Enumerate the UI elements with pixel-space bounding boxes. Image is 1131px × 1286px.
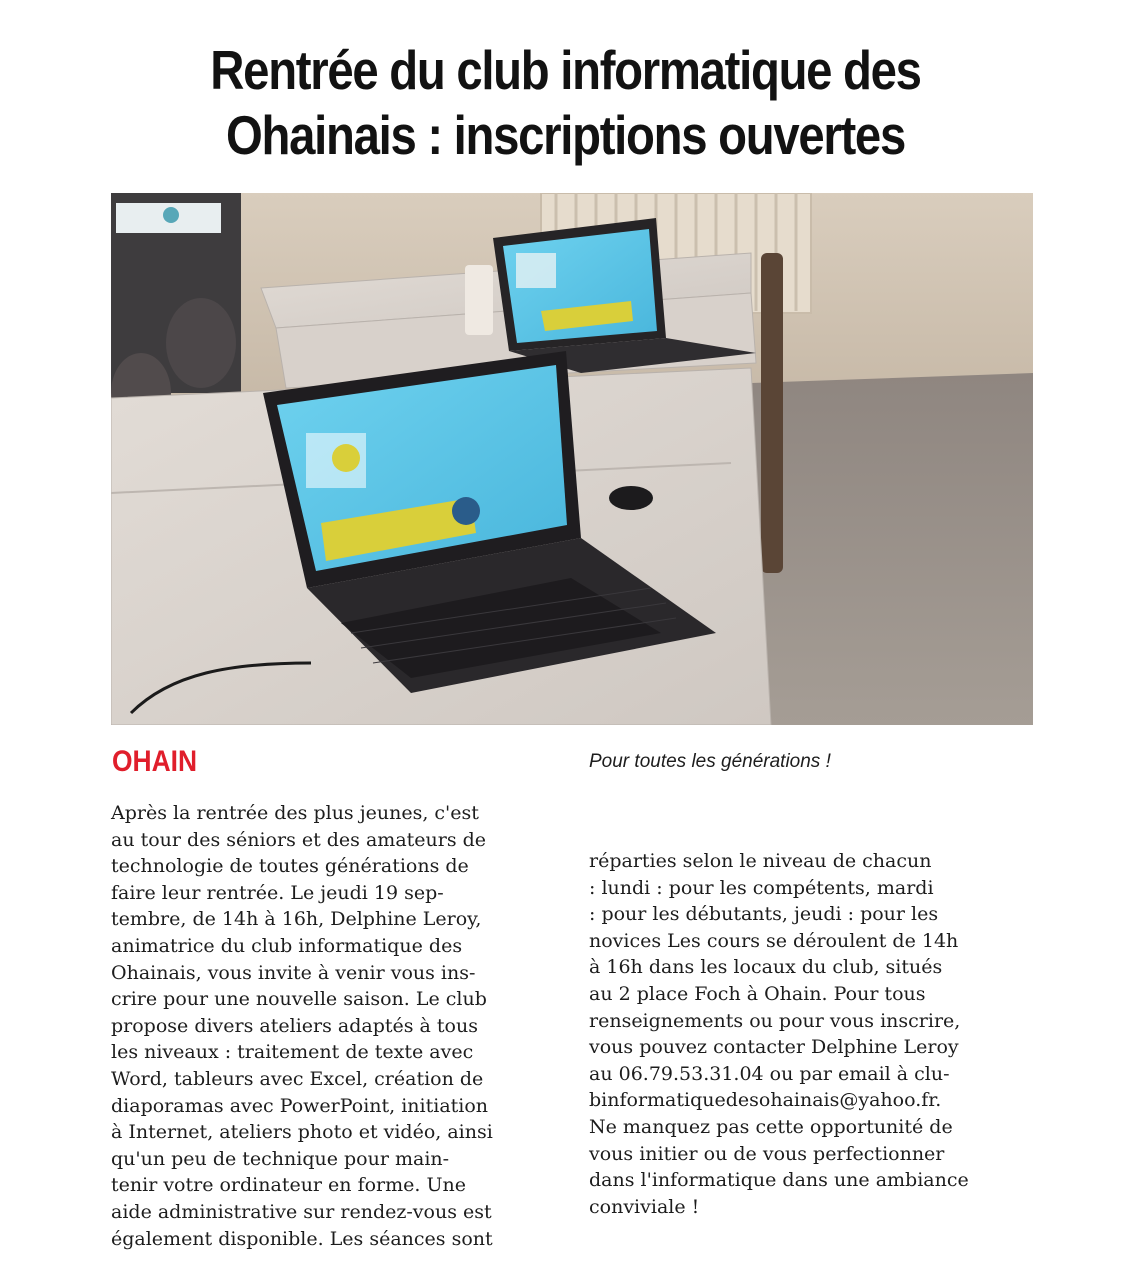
body-line: Après la rentrée des plus jeunes, c'est bbox=[111, 802, 479, 824]
photo-laptops-classroom bbox=[111, 193, 1033, 725]
headline bbox=[131, 38, 1000, 168]
body-line: au tour des séniors et des amateurs de bbox=[111, 828, 487, 851]
body-line: tenir votre ordinateur en forme. Une bbox=[111, 1174, 466, 1197]
body-line: renseignements ou pour vous inscrire, bbox=[589, 1009, 961, 1032]
body-line-email: binformatiquedesohainais@yahoo.fr. bbox=[589, 1089, 942, 1112]
body-line: crire pour une nouvelle saison. Le club bbox=[111, 988, 487, 1011]
body-line: : pour les débutants, jeudi : pour les bbox=[589, 903, 939, 926]
body-line: aide administrative sur rendez-vous est bbox=[111, 1200, 492, 1223]
body-line: propose divers ateliers adaptés à tous bbox=[111, 1014, 478, 1037]
body-line: Word, tableurs avec Excel, création de bbox=[111, 1067, 484, 1090]
body-line: Ne manquez pas cette opportunité de bbox=[589, 1115, 953, 1138]
location-label: OHAIN bbox=[112, 745, 198, 778]
body-line: diaporamas avec PowerPoint, initiation bbox=[111, 1094, 489, 1117]
body-line: dans l'informatique dans une ambiance bbox=[589, 1169, 969, 1192]
body-line: à Internet, ateliers photo et vidéo, ainsi bbox=[111, 1121, 493, 1144]
body-line: : lundi : pour les compétents, mardi bbox=[589, 876, 934, 899]
body-line: faire leur rentrée. Le jeudi 19 sep- bbox=[111, 881, 444, 904]
article-photo bbox=[111, 193, 1033, 725]
body-line: vous pouvez contacter Delphine Leroy bbox=[589, 1036, 959, 1059]
body-line: novices Les cours se déroulent de 14h bbox=[589, 929, 959, 952]
body-line: également disponible. Les séances sont bbox=[111, 1227, 493, 1250]
body-line: à 16h dans les locaux du club, situés bbox=[589, 956, 943, 979]
headline-line-1: Rentrée du club informatique des bbox=[210, 39, 921, 101]
body-line: les niveaux : traitement de texte avec bbox=[111, 1041, 474, 1064]
body-line: qu'un peu de technique pour main- bbox=[111, 1147, 450, 1170]
body-line: Ohainais, vous invite à venir vous ins- bbox=[111, 961, 476, 984]
body-line: au 2 place Foch à Ohain. Pour tous bbox=[589, 982, 926, 1005]
article-body-right-column bbox=[589, 848, 969, 1220]
body-line: réparties selon le niveau de chacun bbox=[589, 850, 932, 872]
body-line: vous initier ou de vous perfectionner bbox=[589, 1142, 945, 1165]
body-line: conviviale ! bbox=[589, 1195, 700, 1218]
body-line: tembre, de 14h à 16h, Delphine Leroy, bbox=[111, 908, 482, 931]
photo-caption: Pour toutes les générations ! bbox=[589, 751, 831, 772]
body-line: technologie de toutes générations de bbox=[111, 855, 469, 878]
headline-line-2: Ohainais : inscriptions ouvertes bbox=[226, 104, 905, 166]
body-line: animatrice du club informatique des bbox=[111, 934, 463, 957]
body-line: au 06.79.53.31.04 ou par email à clu- bbox=[589, 1062, 950, 1085]
article-body-left-column bbox=[111, 800, 493, 1252]
